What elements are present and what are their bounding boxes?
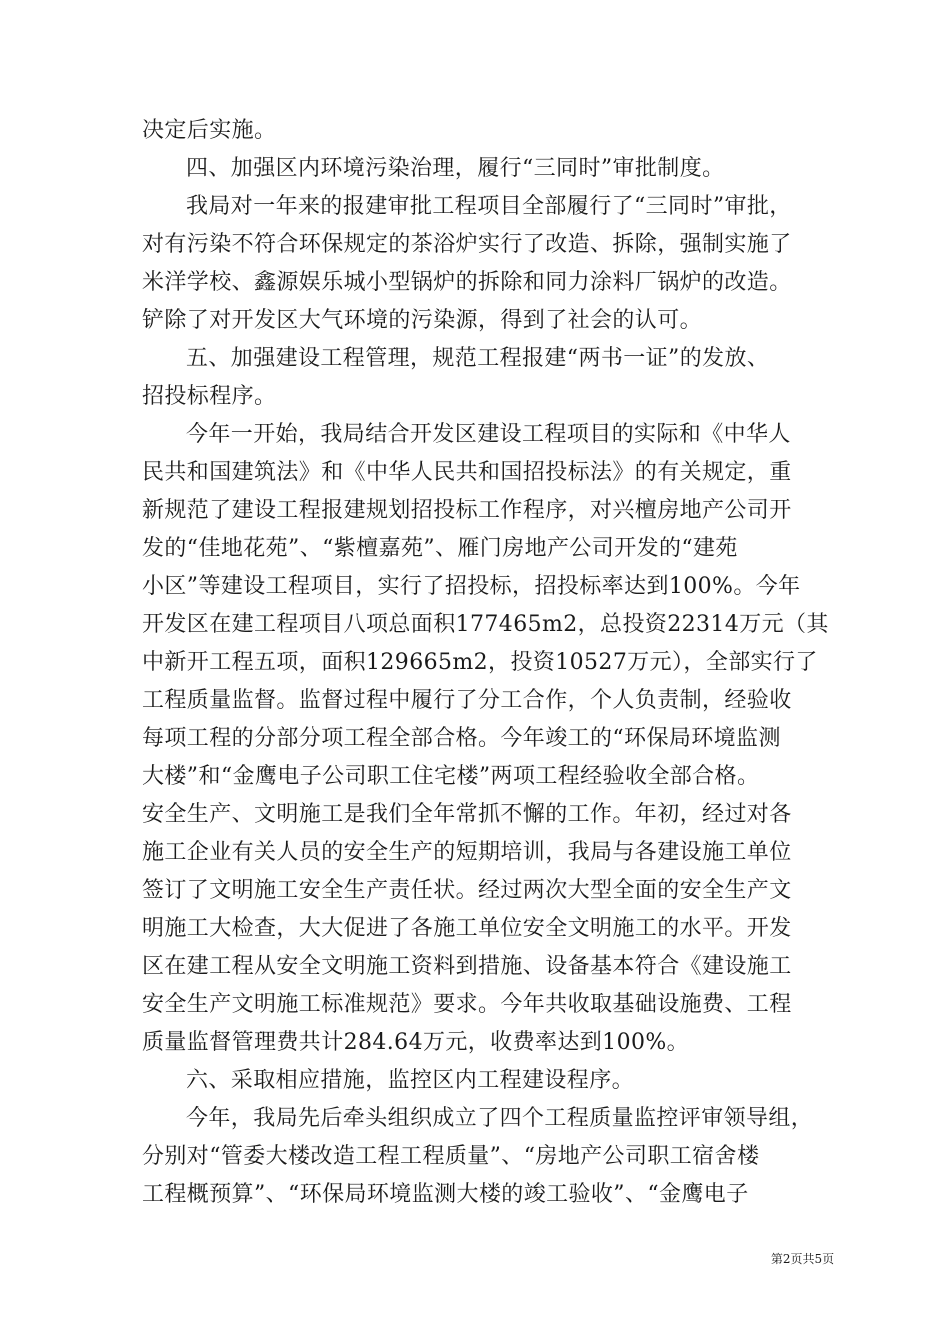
document-body — [142, 112, 829, 1214]
text-line: 招投标程序。 — [142, 384, 277, 409]
text-line: 质量监督管理费共计284.64万元，收费率达到100%。 — [142, 1030, 690, 1055]
section-heading-5: 五、加强建设工程管理，规范工程报建“两书一证”的发放、 — [186, 346, 770, 371]
text-line: 今年一开始，我局结合开发区建设工程项目的实际和《中华人 — [186, 422, 791, 447]
text-line: 民共和国建筑法》和《中华人民共和国招投标法》的有关规定，重 — [142, 460, 792, 485]
text-line: 铲除了对开发区大气环境的污染源，得到了社会的认可。 — [142, 308, 703, 333]
text-line: 大楼”和“金鹰电子公司职工住宅楼”两项工程经验收全部合格。 — [142, 764, 760, 789]
text-line: 米洋学校、鑫源娱乐城小型锅炉的拆除和同力涂料厂锅炉的改造。 — [142, 270, 792, 295]
text-line: 签订了文明施工安全生产责任状。经过两次大型全面的安全生产文 — [142, 878, 792, 903]
text-line: 发的“佳地花苑”、“紫檀嘉苑”、雁门房地产公司开发的“建苑 — [142, 536, 738, 561]
section-heading-6: 六、采取相应措施，监控区内工程建设程序。 — [186, 1068, 635, 1093]
text-line: 明施工大检查，大大促进了各施工单位安全文明施工的水平。开发 — [142, 916, 792, 941]
text-line: 工程质量监督。监督过程中履行了分工合作，个人负责制，经验收 — [142, 688, 792, 713]
text-line: 我局对一年来的报建审批工程项目全部履行了“三同时”审批， — [186, 194, 792, 219]
text-line: 新规范了建设工程报建规划招投标工作程序，对兴檀房地产公司开 — [142, 498, 792, 523]
section-heading-4: 四、加强区内环境污染治理，履行“三同时”审批制度。 — [186, 156, 725, 181]
text-line: 安全生产文明施工标准规范》要求。今年共收取基础设施费、工程 — [142, 992, 792, 1017]
text-line: 决定后实施。 — [142, 118, 277, 143]
text-line: 对有污染不符合环保规定的茶浴炉实行了改造、拆除，强制实施了 — [142, 232, 792, 257]
text-line: 今年，我局先后牵头组织成立了四个工程质量监控评审领导组， — [186, 1106, 814, 1131]
page-number: 第2页共5页 — [770, 1252, 835, 1266]
text-line: 区在建工程从安全文明施工资料到措施、设备基本符合《建设施工 — [142, 954, 792, 979]
text-line: 分别对“管委大楼改造工程工程质量”、“房地产公司职工宿舍楼 — [142, 1144, 760, 1169]
text-line: 安全生产、文明施工是我们全年常抓不懈的工作。年初，经过对各 — [142, 802, 792, 827]
text-line: 每项工程的分部分项工程全部合格。今年竣工的“环保局环境监测 — [142, 726, 781, 751]
text-line: 施工企业有关人员的安全生产的短期培训，我局与各建设施工单位 — [142, 840, 792, 865]
text-line: 中新开工程五项，面积129665m2，投资10527万元），全部实行了 — [142, 650, 818, 675]
text-line: 小区”等建设工程项目，实行了招投标，招投标率达到100%。今年 — [142, 574, 801, 599]
text-line: 开发区在建工程项目八项总面积177465m2，总投资22314万元（其 — [142, 612, 829, 637]
text-line: 工程概预算”、“环保局环境监测大楼的竣工验收”、“金鹰电子 — [142, 1182, 749, 1207]
